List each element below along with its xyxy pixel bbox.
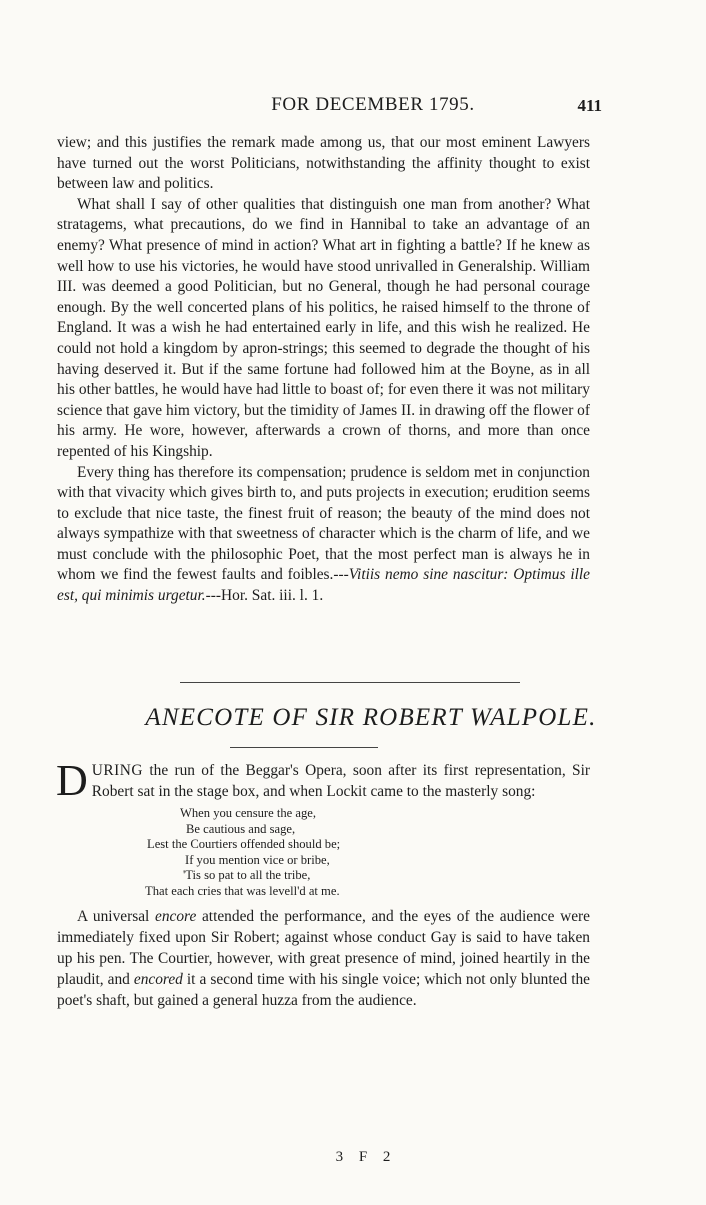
article-body [56,756,590,1011]
article-p2-b: attended the performance, and the eyes of the audience were immediately fixed upon Sir Robert; against whose conduct Gay is said to have taken up his pen. The Courtier, however, with great presence of mind, joined heartily in the plaudit, and [57,907,590,988]
verse-line-2: Be cautious and sage, [186,821,296,836]
citation: ---Hor. Sat. iii. l. 1. [205,587,324,605]
page-header [0,94,706,124]
page-number: 411 [577,96,602,115]
verse-line-1: When you censure the age, [180,806,317,820]
encored-word: encored [133,970,183,988]
paragraph-1: view; and this justifies the remark made among us, that our most eminent Lawyers have turned out the worst Politicians, notwithstanding the affinity thought to exist between law and politics. [57,134,590,193]
article-p2-c: it a second time with his single voice; which not only blunted the poet's shaft, but gained a general huzza from the audience. [57,970,590,1009]
verse-line-3: Lest the Courtiers offended should be; [147,837,341,852]
verse-line-6: That each cries that was levell'd at me. [145,883,340,898]
opening-caps: URING [91,762,144,779]
verse-line-5: 'Tis so pat to all the tribe, [183,868,311,883]
section-divider [180,682,520,683]
article-intro: the run of the Beggar's Opera, soon after its first representation, Sir Robert sat in the stage box, and when Lockit came to the masterly song: [91,762,590,800]
running-head: FOR DECEMBER 1795. [271,94,475,115]
article-paragraph-2 [57,906,590,1011]
paragraph-2: What shall I say of other qualities that distinguish one man from another? What stratagems, what precautions, do we find in Hannibal to take an advantage of an enemy? What presence of mind in action? What art in fighting a battle? If he knew as well how to use his victories, he would have stood unrivalled in Generalship. William III. was deemed a good Politician, but no General, though he had personal courage enough. By the well concerted plans of his politics, he raised himself to the throne of England. It was a wish he had entertained early in life, and this wish he realized. He could not hold a kingdom by apron-strings; this seemed to degrade the thought of his having deserved it. But if the same fortune had followed him at the Boyne, as in all his other battles, he would have had little to boast of; for even there it was not military science that gave him victory, but the timidity of James II. in drawing off the flower of his army. He wore, however, afterwards a crown of thorns, and more than once repented of his Kingship. [57,195,590,460]
encore-word: encore [155,907,197,925]
title-underline-rule [230,747,378,748]
verse-block [57,806,590,900]
verse-line-4: If you mention vice or bribe, [185,852,330,867]
article-p2-a: A universal [77,907,155,925]
latin-quotation: Vitiis nemo sine nascitur: Optimus ille est, qui minimis urgetur. [57,566,590,605]
drop-cap: D [56,756,88,805]
paragraph-3-text: Every thing has therefore its compensation; prudence is seldom met in conjunction with that vivacity which gives birth to, and puts projects in execution; erudition seems to exclude that nice taste, the finest fruit of reason; the beauty of the mind does not always sympathize with that sweetness of character which is the charm of life, and we must conclude with the philosophic Poet, that the most perfect man is always he in whom we find the fewest faults and foibles.--- [57,463,590,584]
signature-mark: 3 F 2 [335,1149,397,1165]
preceding-article-text [57,133,590,607]
article-paragraph-1 [56,756,590,805]
paragraph-3 [57,463,590,607]
article-title: ANECOTE OF SIR ROBERT WALPOLE. [145,704,597,731]
